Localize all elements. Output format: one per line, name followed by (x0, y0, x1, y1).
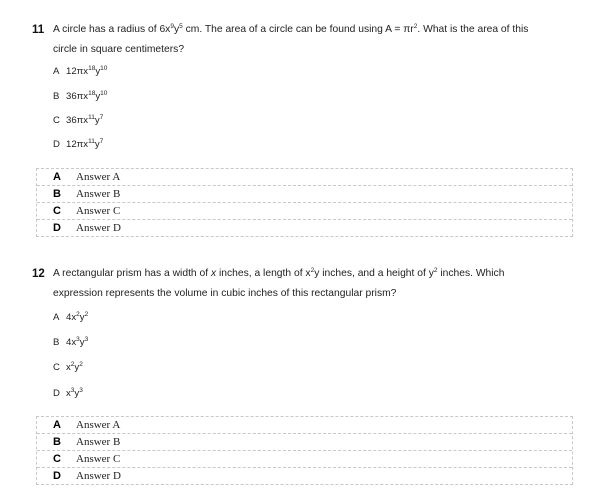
answer-text: Answer C (76, 453, 121, 465)
answer-letter: D (53, 470, 61, 482)
answer-text: Answer D (76, 470, 121, 482)
answer-option-d[interactable] (37, 220, 572, 236)
question-prompt (32, 264, 565, 304)
choice-a: A $12\pi x^{18}y^{10}$ (53, 65, 108, 77)
answer-option-a[interactable] (37, 417, 572, 434)
answer-text: Answer B (76, 188, 121, 200)
prompt-line-2: expression represents the volume in cubic inches of this rectangular prism? (53, 288, 397, 299)
choice-b: B $36\pi x^{18}y^{10}$ (53, 90, 108, 102)
choice-d: D $12\pi x^{11}y^7$ (53, 138, 104, 150)
question-number: 11 (32, 24, 45, 36)
answer-options (36, 416, 573, 485)
prompt-line-1: A rectangular prism has a width of x inches, a length of $x^2y$ inches, and a height of $y^2$ inches. Which (53, 267, 505, 279)
answer-letter: A (53, 171, 61, 183)
answer-letter: D (53, 222, 61, 234)
choice-c: C $36\pi x^{11}y^7$ (53, 114, 104, 126)
answer-text: Answer B (76, 436, 121, 448)
choice-c: C $x^2y^2$ (53, 361, 83, 373)
answer-letter: C (53, 453, 61, 465)
prompt-line-1: A circle has a radius of $6x^9y^5$ cm. The area of a circle can be found using $A = \pi r^2$. What is the area of this (53, 23, 529, 35)
answer-text: Answer A (76, 171, 121, 183)
answer-option-c[interactable] (37, 203, 572, 220)
answer-option-d[interactable] (37, 468, 572, 484)
prompt-line-2: circle in square centimeters? (53, 44, 185, 55)
answer-option-b[interactable] (37, 434, 572, 451)
choice-a: A $4x^2y^2$ (53, 311, 89, 323)
answer-letter: C (53, 205, 61, 217)
question-number: 12 (32, 268, 45, 280)
answer-options (36, 168, 573, 237)
answer-text: Answer D (76, 222, 121, 234)
question-prompt (32, 20, 565, 60)
answer-option-b[interactable] (37, 186, 572, 203)
choice-d: D $x^3y^3$ (53, 387, 83, 399)
answer-option-c[interactable] (37, 451, 572, 468)
answer-letter: B (53, 188, 61, 200)
answer-letter: B (53, 436, 61, 448)
answer-text: Answer C (76, 205, 121, 217)
answer-option-a[interactable] (37, 169, 572, 186)
answer-letter: A (53, 419, 61, 431)
choice-b: B $4x^3y^3$ (53, 336, 89, 348)
answer-text: Answer A (76, 419, 121, 431)
